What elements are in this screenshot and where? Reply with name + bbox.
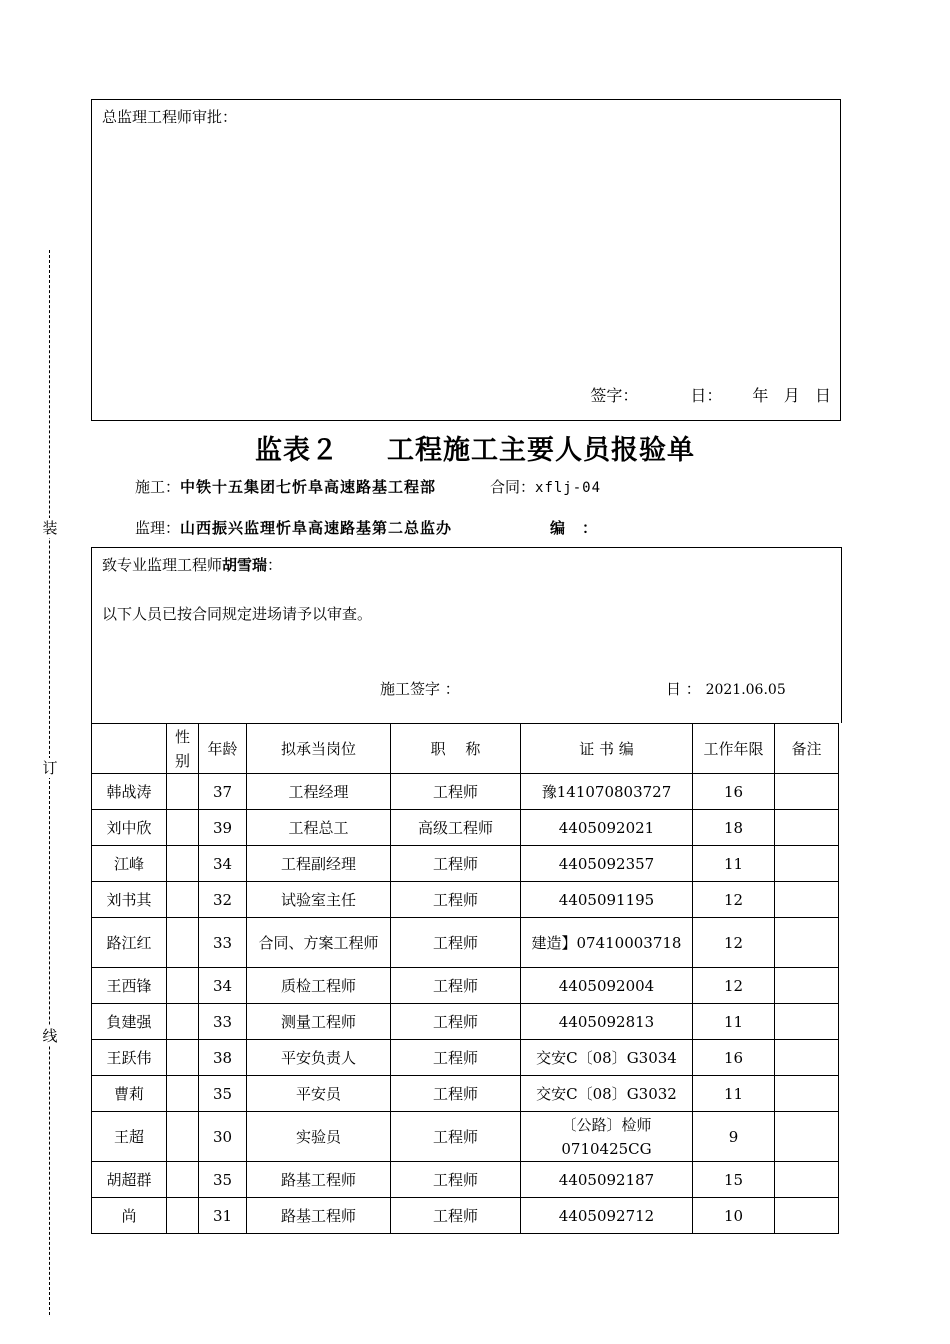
person-title: 工程师 — [391, 1112, 521, 1162]
person-age: 31 — [199, 1198, 247, 1234]
person-certificate: 豫141070803727 — [521, 774, 693, 810]
person-age: 33 — [199, 918, 247, 968]
person-title: 高级工程师 — [391, 810, 521, 846]
person-age: 35 — [199, 1162, 247, 1198]
person-age: 34 — [199, 846, 247, 882]
person-position: 合同、方案工程师 — [247, 918, 391, 968]
personnel-table — [91, 723, 839, 1234]
report-form — [91, 547, 842, 723]
person-note — [775, 882, 839, 918]
person-gender — [167, 968, 199, 1004]
person-certificate: 交安C〔08〕G3032 — [521, 1076, 693, 1112]
person-years: 11 — [693, 1004, 775, 1040]
person-note — [775, 968, 839, 1004]
person-years: 16 — [693, 1040, 775, 1076]
approval-day: 日 — [814, 386, 831, 405]
approval-sign-label: 签字： — [590, 386, 639, 405]
person-title: 工程师 — [391, 1040, 521, 1076]
supervisor-name: 山西振兴监理忻阜高速路基第二总监办 — [180, 519, 453, 537]
person-name: 王西锋 — [92, 968, 167, 1004]
person-name: 曹莉 — [92, 1076, 167, 1112]
table-row — [92, 1198, 839, 1234]
person-certificate: 4405092357 — [521, 846, 693, 882]
person-certificate: 4405091195 — [521, 882, 693, 918]
construction-signature-label: 施工签字 ： — [380, 680, 460, 698]
table-row — [92, 1112, 839, 1162]
person-years: 9 — [693, 1112, 775, 1162]
binding-margin — [40, 250, 60, 1315]
person-gender — [167, 918, 199, 968]
person-gender — [167, 882, 199, 918]
person-name: 胡超群 — [92, 1162, 167, 1198]
person-gender — [167, 774, 199, 810]
person-certificate: 4405092187 — [521, 1162, 693, 1198]
person-position: 工程总工 — [247, 810, 391, 846]
person-age: 33 — [199, 1004, 247, 1040]
person-years: 12 — [693, 968, 775, 1004]
header-title: 职 称 — [391, 724, 521, 774]
contract-number: xflj-04 — [535, 480, 602, 496]
person-gender — [167, 1004, 199, 1040]
construction-date-label: 日 ： — [666, 680, 701, 698]
person-note — [775, 774, 839, 810]
person-age: 30 — [199, 1112, 247, 1162]
construction-date-value: 2021.06.05 — [705, 682, 786, 698]
table-row — [92, 1162, 839, 1198]
person-position: 质检工程师 — [247, 968, 391, 1004]
person-note — [775, 1198, 839, 1234]
table-row — [92, 1076, 839, 1112]
person-title: 工程师 — [391, 1162, 521, 1198]
addressee-name: 胡雪瑞 — [222, 556, 268, 574]
person-certificate: 4405092004 — [521, 968, 693, 1004]
approval-date-label: 日： — [690, 386, 723, 405]
addressee-prefix: 致专业监理工程师 — [102, 556, 223, 574]
person-age: 39 — [199, 810, 247, 846]
binding-dashed-line — [49, 250, 50, 1315]
header-gender: 性别 — [167, 724, 199, 774]
person-name: 負建强 — [92, 1004, 167, 1040]
table-row — [92, 846, 839, 882]
person-years: 11 — [693, 1076, 775, 1112]
person-age: 35 — [199, 1076, 247, 1112]
person-certificate: 〔公路〕检师0710425CG — [521, 1112, 693, 1162]
table-row — [92, 882, 839, 918]
person-years: 10 — [693, 1198, 775, 1234]
chief-approval-box — [91, 99, 841, 421]
person-position: 工程副经理 — [247, 846, 391, 882]
contractor-name: 中铁十五集团七忻阜高速路基工程部 — [180, 478, 437, 496]
table-header-row — [92, 724, 839, 774]
table-row — [92, 810, 839, 846]
person-position: 测量工程师 — [247, 1004, 391, 1040]
person-years: 16 — [693, 774, 775, 810]
person-gender — [167, 1198, 199, 1234]
person-years: 12 — [693, 882, 775, 918]
approval-label: 总监理工程师审批： — [102, 108, 238, 126]
contract-line — [490, 476, 601, 497]
person-title: 工程师 — [391, 846, 521, 882]
approval-signature-line — [590, 383, 831, 406]
request-text: 以下人员已按合同规定进场请予以审查。 — [102, 605, 373, 623]
person-name: 路江红 — [92, 918, 167, 968]
person-years: 12 — [693, 918, 775, 968]
table-row — [92, 968, 839, 1004]
person-position: 路基工程师 — [247, 1162, 391, 1198]
person-title: 工程师 — [391, 1198, 521, 1234]
supervisor-line — [135, 517, 452, 538]
person-title: 工程师 — [391, 882, 521, 918]
person-title: 工程师 — [391, 1076, 521, 1112]
person-note — [775, 1112, 839, 1162]
person-age: 38 — [199, 1040, 247, 1076]
person-position: 平安员 — [247, 1076, 391, 1112]
page-title — [0, 428, 950, 467]
addressee-line — [102, 554, 282, 575]
person-title: 工程师 — [391, 918, 521, 968]
person-age: 37 — [199, 774, 247, 810]
person-age: 34 — [199, 968, 247, 1004]
person-years: 11 — [693, 846, 775, 882]
form-number: 监表２ — [255, 435, 339, 466]
person-gender — [167, 810, 199, 846]
table-row — [92, 774, 839, 810]
person-certificate: 4405092712 — [521, 1198, 693, 1234]
person-note — [775, 1162, 839, 1198]
contractor-label: 施工： — [135, 478, 181, 496]
table-row — [92, 1004, 839, 1040]
person-age: 32 — [199, 882, 247, 918]
person-name: 韩战涛 — [92, 774, 167, 810]
person-name: 刘中欣 — [92, 810, 167, 846]
person-gender — [167, 1112, 199, 1162]
person-position: 平安负责人 — [247, 1040, 391, 1076]
person-certificate: 4405092021 — [521, 810, 693, 846]
person-title: 工程师 — [391, 1004, 521, 1040]
person-position: 工程经理 — [247, 774, 391, 810]
person-note — [775, 810, 839, 846]
person-position: 试验室主任 — [247, 882, 391, 918]
person-title: 工程师 — [391, 774, 521, 810]
number-label: 编 ： — [550, 519, 599, 537]
header-age: 年龄 — [199, 724, 247, 774]
header-certificate: 证 书 编 — [521, 724, 693, 774]
person-years: 18 — [693, 810, 775, 846]
header-name — [92, 724, 167, 774]
header-note: 备注 — [775, 724, 839, 774]
person-position: 路基工程师 — [247, 1198, 391, 1234]
person-note — [775, 1004, 839, 1040]
table-row — [92, 918, 839, 968]
person-certificate: 建造】07410003718 — [521, 918, 693, 968]
contract-label: 合同： — [490, 478, 536, 496]
table-row — [92, 1040, 839, 1076]
person-note — [775, 918, 839, 968]
person-position: 实验员 — [247, 1112, 391, 1162]
person-note — [775, 1076, 839, 1112]
person-name: 王超 — [92, 1112, 167, 1162]
person-years: 15 — [693, 1162, 775, 1198]
approval-year: 年 — [752, 386, 769, 405]
person-gender — [167, 846, 199, 882]
person-gender — [167, 1040, 199, 1076]
header-position: 拟承当岗位 — [247, 724, 391, 774]
person-certificate: 交安C〔08〕G3034 — [521, 1040, 693, 1076]
addressee-suffix: ： — [267, 556, 283, 574]
binding-char-zhuang: 装 — [40, 518, 60, 538]
person-gender — [167, 1076, 199, 1112]
binding-char-ding: 订 — [40, 758, 60, 778]
person-name: 江峰 — [92, 846, 167, 882]
person-title: 工程师 — [391, 968, 521, 1004]
person-name: 尚 — [92, 1198, 167, 1234]
contractor-line — [135, 476, 436, 497]
person-name: 刘书其 — [92, 882, 167, 918]
person-note — [775, 846, 839, 882]
form-name: 工程施工主要人员报验单 — [387, 435, 695, 466]
person-certificate: 4405092813 — [521, 1004, 693, 1040]
approval-month: 月 — [783, 386, 800, 405]
number-line — [550, 517, 598, 538]
header-years: 工作年限 — [693, 724, 775, 774]
construction-date — [666, 678, 786, 699]
person-name: 王跃伟 — [92, 1040, 167, 1076]
person-note — [775, 1040, 839, 1076]
binding-char-xian: 线 — [40, 1026, 60, 1046]
supervisor-label: 监理： — [135, 519, 181, 537]
person-gender — [167, 1162, 199, 1198]
